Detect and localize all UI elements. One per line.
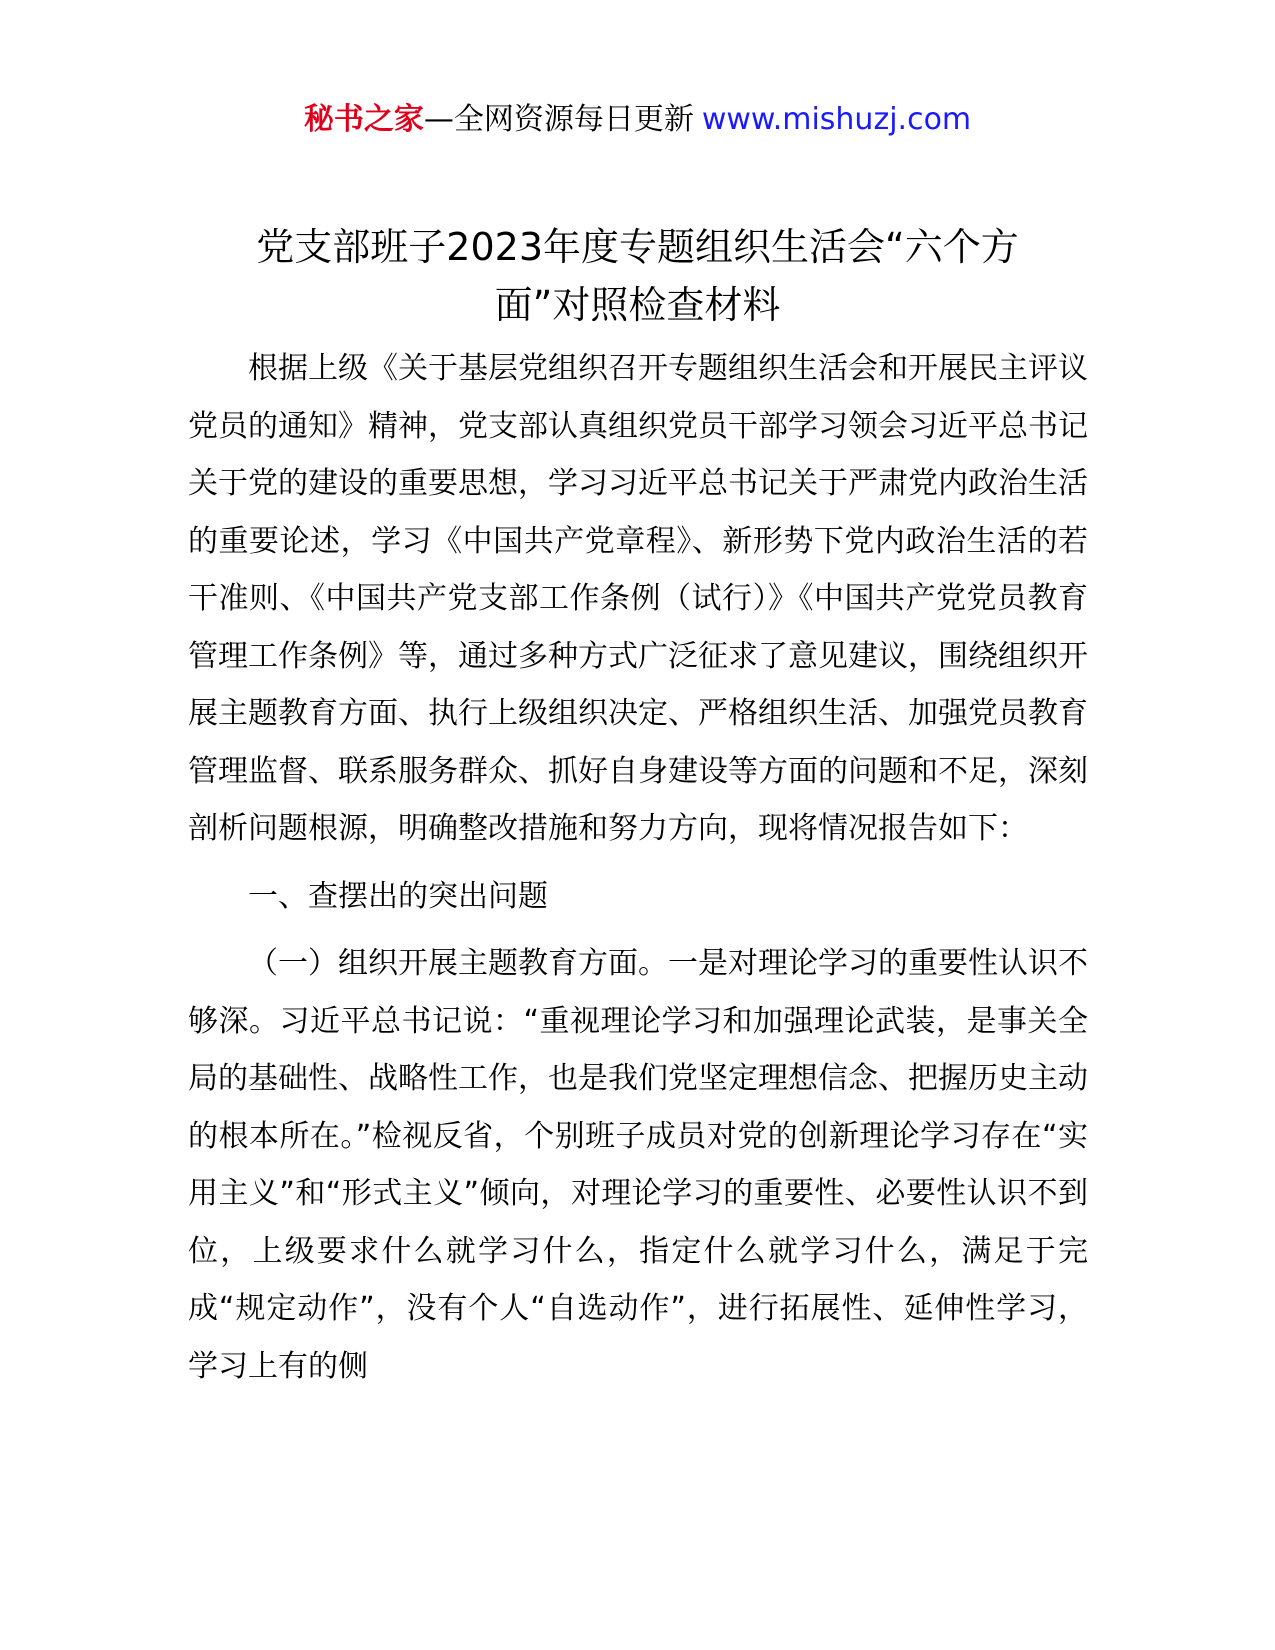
document-body (188, 340, 1088, 1395)
section-heading: 一、查摆出的突出问题 (248, 878, 548, 914)
brand-name: 秘书之家 (303, 102, 424, 137)
section-paragraph: （一）组织开展主题教育方面。一是对理论学习的重要性认识不够深。习近平总书记说：“重视理论学习和加强理论武装，是事关全局的基础性、战略性工作，也是我们党坚定理想信念、把握历史主动的根本所在。”检视反省，个别班子成员对党的创新理论学习存在“实用主义”和“形式主义”倾向，对理论学习的重要性、必要性认识不到位，上级要求什么就学习什么，指定什么就学习什么，满足于完成“规定动作”，没有个人“自选动作”，进行拓展性、延伸性学习，学习上有的侧 (188, 946, 1088, 1384)
title-line-2: 面”对照检查材料 (494, 283, 781, 327)
document-title (150, 218, 1125, 334)
title-line-1: 党支部班子2023年度专题组织生活会“六个方 (256, 225, 1019, 269)
header-tagline: —全网资源每日更新 (423, 102, 694, 137)
site-url-link[interactable]: www.mishuzj.com (701, 102, 972, 137)
intro-paragraph: 根据上级《关于基层党组织召开专题组织生活会和开展民主评议党员的通知》精神，党支部认真组织党员干部学习领会习近平总书记关于党的建设的重要思想，学习习近平总书记关于严肃党内政治生活的重要论述，学习《中国共产党章程》、新形势下党内政治生活的若干准则、《中国共产党支部工作条例（试行）》《中国共产党党员教育管理工作条例》等，通过多种方式广泛征求了意见建议，围绕组织开展主题教育方面、执行上级组织决定、严格组织生活、加强党员教育管理监督、联系服务群众、抓好自身建设等方面的问题和不足，深刻剖析问题根源，明确整改措施和努力方向，现将情况报告如下： (188, 351, 1088, 846)
site-header (0, 98, 1275, 142)
